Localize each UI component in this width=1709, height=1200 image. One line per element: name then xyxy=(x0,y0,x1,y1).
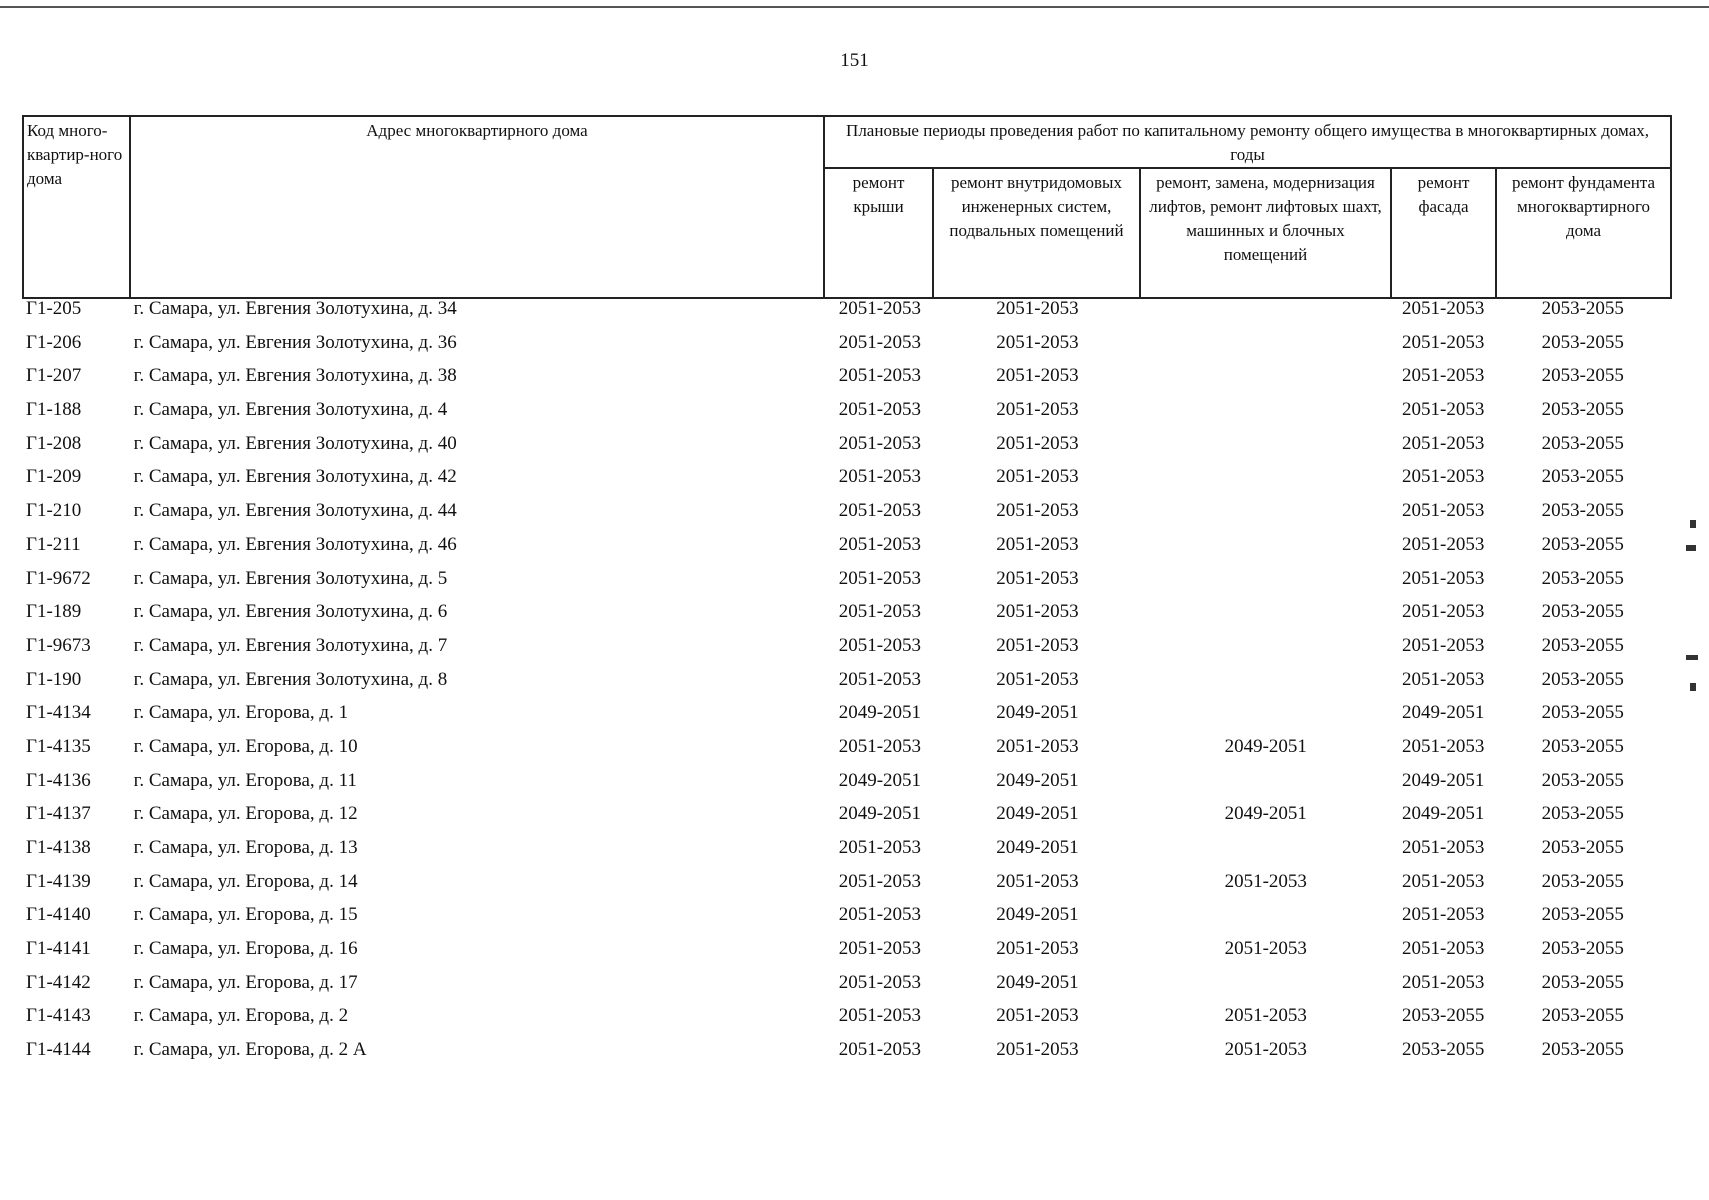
cell-systems: 2051-2053 xyxy=(996,331,1079,353)
header-lifts: ремонт, замена, модернизация лифтов, ремонт лифтовых шахт, машинных и блочных помещений xyxy=(1140,168,1391,298)
cell-code: Г1-4140 xyxy=(26,904,91,926)
cell-roof: 2051-2053 xyxy=(838,533,922,555)
cell-code: Г1-4144 xyxy=(26,1039,91,1061)
table-row xyxy=(22,568,1670,602)
table-row xyxy=(22,1005,1670,1039)
cell-address: г. Самара, ул. Евгения Золотухина, д. 36 xyxy=(133,331,457,353)
cell-foundation: 2053-2055 xyxy=(1541,668,1624,690)
cell-foundation: 2053-2055 xyxy=(1541,1005,1624,1027)
table-row xyxy=(22,702,1670,736)
cell-foundation: 2053-2055 xyxy=(1541,601,1624,623)
cell-facade: 2051-2053 xyxy=(1402,904,1485,926)
cell-roof: 2051-2053 xyxy=(838,634,922,656)
table-row xyxy=(22,298,1670,332)
cell-code: Г1-208 xyxy=(26,432,82,454)
table-row xyxy=(22,601,1670,635)
cell-code: Г1-4137 xyxy=(26,803,91,825)
header-systems: ремонт внутридомовых инженерных систем, подвальных помещений xyxy=(933,168,1140,298)
cell-foundation: 2053-2055 xyxy=(1541,331,1624,353)
cell-address: г. Самара, ул. Егорова, д. 16 xyxy=(133,938,358,960)
cell-roof: 2051-2053 xyxy=(838,365,922,387)
cell-address: г. Самара, ул. Егорова, д. 14 xyxy=(133,870,358,892)
cell-facade: 2051-2053 xyxy=(1402,837,1485,858)
cell-facade: 2051-2053 xyxy=(1402,634,1485,656)
cell-systems: 2049-2051 xyxy=(996,803,1079,825)
cell-foundation: 2053-2055 xyxy=(1541,870,1624,892)
table-body xyxy=(22,298,1670,1073)
cell-systems: 2051-2053 xyxy=(996,567,1079,589)
cell-address: г. Самара, ул. Егорова, д. 1 xyxy=(133,702,349,724)
cell-facade: 2051-2053 xyxy=(1402,466,1485,488)
cell-foundation: 2053-2055 xyxy=(1541,567,1624,589)
cell-systems: 2051-2053 xyxy=(996,533,1079,555)
cell-code: Г1-9673 xyxy=(26,634,91,656)
cell-code: Г1-9672 xyxy=(26,567,91,589)
cell-systems: 2051-2053 xyxy=(996,466,1079,488)
cell-facade: 2051-2053 xyxy=(1402,533,1485,555)
cell-facade: 2051-2053 xyxy=(1402,567,1485,589)
cell-lifts: 2051-2053 xyxy=(1224,870,1307,892)
table-row xyxy=(22,803,1670,837)
cell-address: г. Самара, ул. Евгения Золотухина, д. 4 xyxy=(133,399,448,421)
cell-systems: 2051-2053 xyxy=(996,938,1079,960)
cell-roof: 2051-2053 xyxy=(838,567,922,589)
scan-speck xyxy=(1686,545,1696,551)
cell-code: Г1-205 xyxy=(26,298,82,319)
cell-foundation: 2053-2055 xyxy=(1541,702,1624,724)
header-code: Код много-квартир-ного дома xyxy=(23,116,130,298)
cell-code: Г1-206 xyxy=(26,331,82,353)
cell-code: Г1-188 xyxy=(26,399,82,421)
header-foundation: ремонт фундамента многоквартирного дома xyxy=(1496,168,1671,298)
table-row xyxy=(22,466,1670,500)
cell-lifts: 2051-2053 xyxy=(1224,1005,1307,1027)
table-header xyxy=(22,115,1672,299)
cell-address: г. Самара, ул. Егорова, д. 10 xyxy=(133,735,358,757)
table-row xyxy=(22,500,1670,534)
cell-foundation: 2053-2055 xyxy=(1541,365,1624,387)
cell-roof: 2051-2053 xyxy=(838,466,922,488)
cell-foundation: 2053-2055 xyxy=(1541,399,1624,421)
cell-address: г. Самара, ул. Егорова, д. 2 xyxy=(133,1005,349,1027)
cell-facade: 2049-2051 xyxy=(1402,702,1485,724)
cell-systems: 2051-2053 xyxy=(996,298,1079,319)
table-row xyxy=(22,770,1670,804)
cell-foundation: 2053-2055 xyxy=(1541,938,1624,960)
cell-foundation: 2053-2055 xyxy=(1541,1039,1624,1061)
table-row xyxy=(22,332,1670,366)
cell-foundation: 2053-2055 xyxy=(1541,803,1624,825)
header-address: Адрес многоквартирного дома xyxy=(130,116,824,298)
cell-roof: 2051-2053 xyxy=(838,837,922,858)
header-periods-group: Плановые периоды проведения работ по капитальному ремонту общего имущества в многоквартирных домах, годы xyxy=(824,116,1671,168)
cell-facade: 2051-2053 xyxy=(1402,870,1485,892)
cell-systems: 2049-2051 xyxy=(996,702,1079,724)
cell-facade: 2049-2051 xyxy=(1402,803,1485,825)
cell-systems: 2049-2051 xyxy=(996,769,1079,791)
cell-systems: 2051-2053 xyxy=(996,601,1079,623)
cell-foundation: 2053-2055 xyxy=(1541,735,1624,757)
table-row xyxy=(22,938,1670,972)
cell-address: г. Самара, ул. Евгения Золотухина, д. 38 xyxy=(133,365,457,387)
cell-lifts: 2049-2051 xyxy=(1224,803,1307,825)
cell-code: Г1-4136 xyxy=(26,769,91,791)
cell-roof: 2051-2053 xyxy=(838,668,922,690)
cell-roof: 2051-2053 xyxy=(838,904,922,926)
cell-facade: 2051-2053 xyxy=(1402,298,1485,319)
cell-foundation: 2053-2055 xyxy=(1541,466,1624,488)
page-number: 151 xyxy=(840,50,869,71)
scan-speck xyxy=(1690,683,1696,691)
cell-facade: 2053-2055 xyxy=(1402,1005,1485,1027)
cell-code: Г1-4138 xyxy=(26,837,91,858)
cell-foundation: 2053-2055 xyxy=(1541,500,1624,522)
cell-code: Г1-210 xyxy=(26,500,82,522)
cell-roof: 2051-2053 xyxy=(838,870,922,892)
cell-systems: 2051-2053 xyxy=(996,870,1079,892)
cell-address: г. Самара, ул. Егорова, д. 13 xyxy=(133,837,358,858)
cell-address: г. Самара, ул. Евгения Золотухина, д. 46 xyxy=(133,533,457,555)
table-row xyxy=(22,736,1670,770)
cell-systems: 2051-2053 xyxy=(996,399,1079,421)
cell-systems: 2049-2051 xyxy=(996,971,1079,993)
cell-roof: 2051-2053 xyxy=(838,1005,922,1027)
table-row xyxy=(22,433,1670,467)
cell-roof: 2051-2053 xyxy=(838,1039,922,1061)
cell-roof: 2051-2053 xyxy=(838,601,922,623)
cell-address: г. Самара, ул. Егорова, д. 11 xyxy=(133,769,357,791)
cell-facade: 2051-2053 xyxy=(1402,668,1485,690)
cell-lifts: 2049-2051 xyxy=(1224,735,1307,757)
cell-code: Г1-211 xyxy=(26,533,81,555)
cell-code: Г1-4139 xyxy=(26,870,91,892)
top-border-line xyxy=(0,6,1709,8)
cell-systems: 2049-2051 xyxy=(996,904,1079,926)
cell-code: Г1-4134 xyxy=(26,702,91,724)
cell-address: г. Самара, ул. Евгения Золотухина, д. 5 xyxy=(133,567,448,589)
scan-speck xyxy=(1686,655,1698,660)
scan-speck xyxy=(1690,520,1696,528)
cell-facade: 2051-2053 xyxy=(1402,432,1485,454)
table-row xyxy=(22,534,1670,568)
cell-address: г. Самара, ул. Евгения Золотухина, д. 8 xyxy=(133,668,448,690)
cell-foundation: 2053-2055 xyxy=(1541,971,1624,993)
cell-foundation: 2053-2055 xyxy=(1541,769,1624,791)
cell-code: Г1-4135 xyxy=(26,735,91,757)
cell-address: г. Самара, ул. Евгения Золотухина, д. 40 xyxy=(133,432,457,454)
cell-roof: 2049-2051 xyxy=(838,803,922,825)
cell-roof: 2049-2051 xyxy=(838,769,922,791)
cell-facade: 2053-2055 xyxy=(1402,1039,1485,1061)
table-row xyxy=(22,1039,1670,1073)
table-row xyxy=(22,904,1670,938)
cell-roof: 2051-2053 xyxy=(838,432,922,454)
cell-facade: 2051-2053 xyxy=(1402,735,1485,757)
cell-facade: 2049-2051 xyxy=(1402,769,1485,791)
cell-address: г. Самара, ул. Евгения Золотухина, д. 7 xyxy=(133,634,448,656)
cell-foundation: 2053-2055 xyxy=(1541,837,1624,858)
cell-code: Г1-4141 xyxy=(26,938,91,960)
cell-systems: 2051-2053 xyxy=(996,735,1079,757)
cell-address: г. Самара, ул. Евгения Золотухина, д. 6 xyxy=(133,601,448,623)
cell-systems: 2051-2053 xyxy=(996,1039,1079,1061)
cell-code: Г1-207 xyxy=(26,365,82,387)
cell-code: Г1-209 xyxy=(26,466,82,488)
cell-facade: 2051-2053 xyxy=(1402,971,1485,993)
cell-facade: 2051-2053 xyxy=(1402,331,1485,353)
cell-facade: 2051-2053 xyxy=(1402,365,1485,387)
cell-roof: 2051-2053 xyxy=(838,331,922,353)
cell-systems: 2051-2053 xyxy=(996,1005,1079,1027)
cell-roof: 2051-2053 xyxy=(838,399,922,421)
cell-roof: 2049-2051 xyxy=(838,702,922,724)
cell-address: г. Самара, ул. Егорова, д. 15 xyxy=(133,904,358,926)
cell-roof: 2051-2053 xyxy=(838,938,922,960)
cell-systems: 2051-2053 xyxy=(996,500,1079,522)
cell-systems: 2051-2053 xyxy=(996,432,1079,454)
cell-foundation: 2053-2055 xyxy=(1541,634,1624,656)
cell-address: г. Самара, ул. Егорова, д. 17 xyxy=(133,971,358,993)
table-row xyxy=(22,972,1670,1006)
cell-systems: 2051-2053 xyxy=(996,365,1079,387)
cell-lifts: 2051-2053 xyxy=(1224,1039,1307,1061)
table-row xyxy=(22,871,1670,905)
cell-code: Г1-189 xyxy=(26,601,82,623)
cell-foundation: 2053-2055 xyxy=(1541,432,1624,454)
cell-address: г. Самара, ул. Евгения Золотухина, д. 34 xyxy=(133,298,457,319)
table-row xyxy=(22,399,1670,433)
cell-foundation: 2053-2055 xyxy=(1541,904,1624,926)
cell-address: г. Самара, ул. Егорова, д. 2 А xyxy=(133,1039,367,1061)
table-row xyxy=(22,365,1670,399)
cell-code: Г1-4142 xyxy=(26,971,91,993)
cell-code: Г1-4143 xyxy=(26,1005,91,1027)
table-row xyxy=(22,669,1670,703)
cell-roof: 2051-2053 xyxy=(838,971,922,993)
table-row xyxy=(22,837,1670,871)
table-row xyxy=(22,635,1670,669)
cell-facade: 2051-2053 xyxy=(1402,938,1485,960)
cell-lifts: 2051-2053 xyxy=(1224,938,1307,960)
cell-roof: 2051-2053 xyxy=(838,735,922,757)
header-facade: ремонт фасада xyxy=(1391,168,1496,298)
cell-address: г. Самара, ул. Евгения Золотухина, д. 44 xyxy=(133,500,457,522)
cell-code: Г1-190 xyxy=(26,668,82,690)
cell-facade: 2051-2053 xyxy=(1402,601,1485,623)
cell-roof: 2051-2053 xyxy=(838,298,922,319)
cell-address: г. Самара, ул. Евгения Золотухина, д. 42 xyxy=(133,466,457,488)
cell-systems: 2051-2053 xyxy=(996,668,1079,690)
cell-foundation: 2053-2055 xyxy=(1541,533,1624,555)
cell-systems: 2051-2053 xyxy=(996,634,1079,656)
cell-roof: 2051-2053 xyxy=(838,500,922,522)
cell-facade: 2051-2053 xyxy=(1402,500,1485,522)
cell-foundation: 2053-2055 xyxy=(1541,298,1624,319)
header-roof: ремонт крыши xyxy=(824,168,933,298)
cell-facade: 2051-2053 xyxy=(1402,399,1485,421)
cell-address: г. Самара, ул. Егорова, д. 12 xyxy=(133,803,358,825)
cell-systems: 2049-2051 xyxy=(996,837,1079,858)
